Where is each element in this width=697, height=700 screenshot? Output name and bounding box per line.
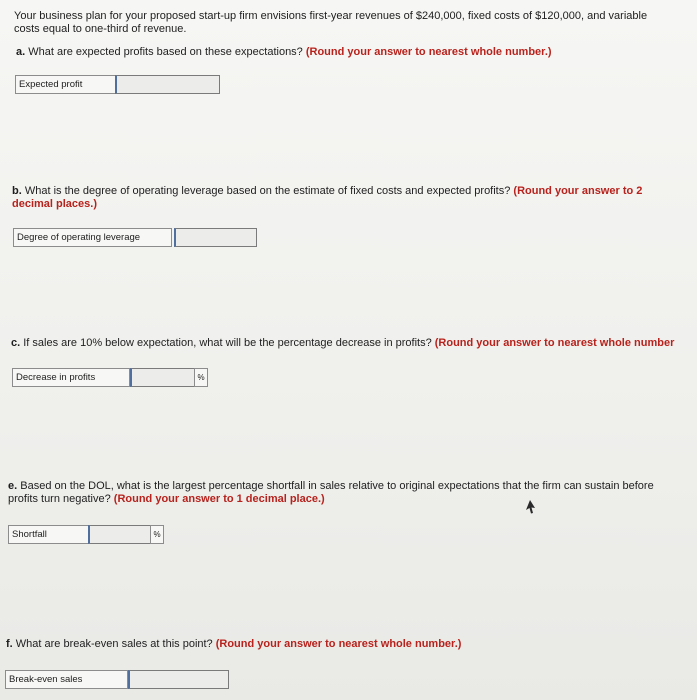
question-b-text: What is the degree of operating leverage based on the estimate of fixed costs and expected profits? <box>21 185 514 197</box>
question-c-prefix: c. <box>11 337 21 349</box>
question-a-text: What are expected profits based on these expectations? <box>25 46 306 58</box>
question-b-instruction-line-1: (Round your answer to 2 <box>513 185 643 197</box>
shortfall-percent-unit: % <box>150 525 164 544</box>
decrease-in-profits-label: Decrease in profits <box>12 368 130 387</box>
question-f <box>6 638 461 651</box>
problem-statement <box>14 10 684 36</box>
break-even-sales-input[interactable] <box>128 670 229 689</box>
question-c <box>11 337 674 350</box>
question-a-prefix: a. <box>16 46 26 58</box>
question-b <box>12 185 642 211</box>
question-c-text: If sales are 10% below expectation, what will be the percentage decrease in profits? <box>20 337 435 349</box>
question-a <box>16 46 552 59</box>
degree-of-operating-leverage-input[interactable] <box>174 228 257 247</box>
decrease-in-profits-percent-unit: % <box>194 368 208 387</box>
question-f-prefix: f. <box>6 638 13 650</box>
question-f-text: What are break-even sales at this point? <box>12 638 216 650</box>
question-e-text-line-2: profits turn negative? <box>8 493 114 505</box>
problem-statement-line-2: costs equal to one-third of revenue. <box>14 23 187 35</box>
question-f-instruction: (Round your answer to nearest whole number.) <box>215 638 462 650</box>
question-e-prefix: e. <box>8 480 18 492</box>
degree-of-operating-leverage-label: Degree of operating leverage <box>13 228 172 247</box>
mouse-pointer-icon <box>524 500 536 514</box>
expected-profit-label: Expected profit <box>15 75 116 94</box>
problem-statement-line-1: Your business plan for your proposed start-up firm envisions first-year revenues of $240,000, fixed costs of $120,000, and variable <box>14 10 648 22</box>
decrease-in-profits-input[interactable] <box>130 368 195 387</box>
question-a-instruction: (Round your answer to nearest whole number.) <box>305 46 552 58</box>
expected-profit-input[interactable] <box>115 75 220 94</box>
shortfall-input[interactable] <box>88 525 152 544</box>
question-e-instruction: (Round your answer to 1 decimal place.) <box>113 493 325 505</box>
shortfall-label: Shortfall <box>8 525 89 544</box>
question-e <box>8 480 654 506</box>
break-even-sales-label: Break-even sales <box>5 670 128 689</box>
question-b-prefix: b. <box>12 185 22 197</box>
question-b-instruction-line-2: decimal places.) <box>12 198 97 210</box>
question-c-instruction: (Round your answer to nearest whole number <box>434 337 675 349</box>
question-e-text-line-1: Based on the DOL, what is the largest percentage shortfall in sales relative to original expectations that the firm can sustain before <box>17 480 654 492</box>
